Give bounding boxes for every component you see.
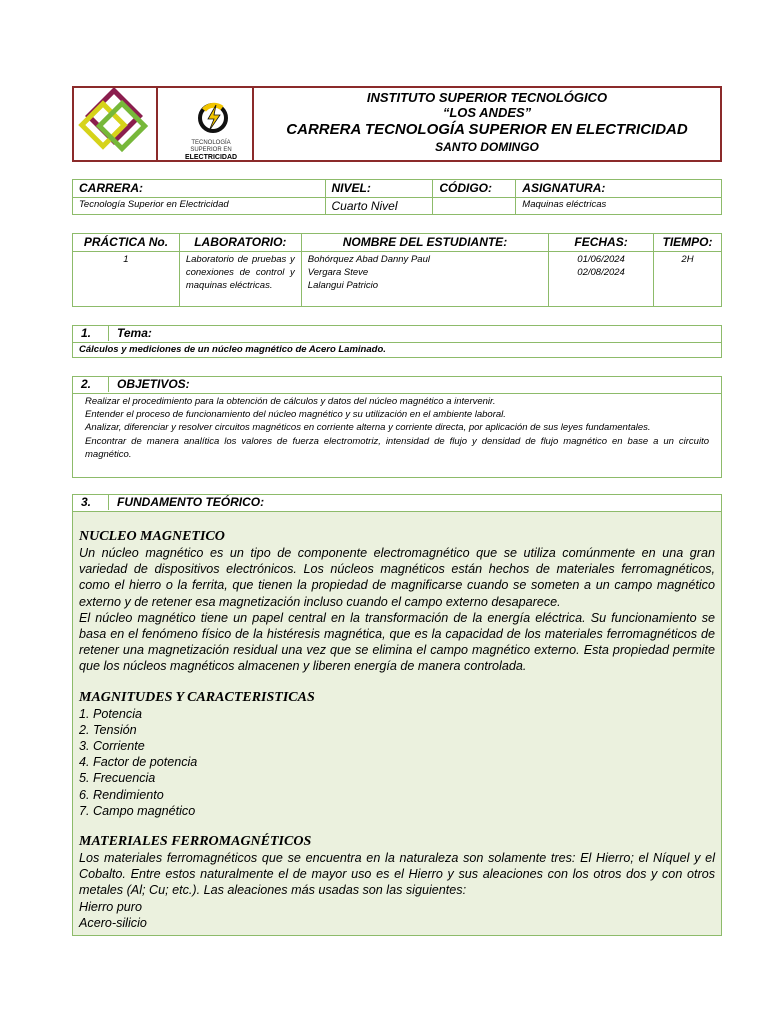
dates-value (549, 252, 654, 307)
objectives-section-header (72, 376, 722, 394)
student-name: Lalangui Patricio (307, 280, 379, 291)
institute-name: INSTITUTO SUPERIOR TECNOLÓGICO (366, 90, 608, 105)
lightning-logo-icon (158, 88, 254, 140)
institute-logo (74, 88, 158, 160)
time-value: 2H (653, 252, 721, 307)
career-title: CARRERA TECNOLOGÍA SUPERIOR EN ELECTRICIDAD (286, 121, 688, 138)
list-item: 4. Factor de potencia (79, 755, 198, 770)
practice-no-value: 1 (73, 252, 180, 307)
list-item: 6. Rendimiento (79, 787, 164, 802)
diamond-logo-icon (74, 88, 158, 160)
student-name: Bohórquez Abad Danny Paul (307, 254, 430, 265)
career-header: CARRERA: (73, 180, 326, 198)
list-item: 1. Potencia (79, 706, 143, 721)
laboratory-value: Laboratorio de pruebas y conexiones de control y maquinas eléctricas. (179, 252, 301, 307)
date-start: 01/06/2024 (577, 254, 625, 265)
student-names (301, 252, 548, 307)
list-item: 5. Frecuencia (79, 771, 156, 786)
section-title: OBJETIVOS: (117, 377, 190, 391)
time-header: TIEMPO: (653, 234, 721, 252)
paragraph: El núcleo magnético tiene un papel central en la transformación de la energía eléctrica. Su funcionamiento se basa en el fenómeno físico de la histéresis magnética, que es la capacidad de los materiales ferromagnéticos de retener una magnetización residual una vez que se elimina el campo magnético externo. Esta propiedad permite que los núcleos magnéticos almacenen y liberen energía de manera controlada. (79, 610, 715, 674)
level-header: NIVEL: (325, 180, 433, 198)
city-name: SANTO DOMINGO (435, 140, 539, 154)
career-value: Tecnología Superior en Electricidad (73, 198, 326, 215)
subject-value: Maquinas eléctricas (516, 198, 722, 215)
dates-header: FECHAS: (549, 234, 654, 252)
header-titles (254, 88, 720, 160)
topic-section-header (72, 325, 722, 343)
topic-content: Cálculos y mediciones de un núcleo magnético de Acero Laminado. (72, 343, 722, 358)
section-title: Tema: (117, 326, 152, 340)
objectives-list (72, 394, 722, 478)
section-title: FUNDAMENTO TEÓRICO: (117, 495, 265, 509)
institute-subtitle: “LOS ANDES” (442, 105, 532, 120)
student-name-header: NOMBRE DEL ESTUDIANTE: (301, 234, 548, 252)
section-number: 2. (73, 377, 109, 392)
student-name: Vergara Steve (307, 267, 369, 278)
section-number: 3. (73, 495, 109, 510)
objective-item: Encontrar de manera analítica los valores de fuerza electromotriz, intensidad de flujo y densidad de flujo magnético en base a un circuito magnético. (85, 435, 709, 460)
practice-no-header: PRÁCTICA No. (73, 234, 180, 252)
list-item: 3. Corriente (79, 739, 145, 754)
subheading-magnetic-core: NUCLEO MAGNETICO (79, 529, 225, 544)
paragraph: Un núcleo magnético es un tipo de componente electromagnético que se utiliza comúnmente en una gran variedad de dispositivos electrónicos. Los núcleos magnéticos están hechos de materiales ferromagnéticos, como el hierro o la ferrita, que tienen la propiedad de magnificarse cuando se someten a un campo magnético externo y de retener esa magnetización incluso cuando el campo externo desaparece. (79, 546, 715, 609)
objective-item: Analizar, diferenciar y resolver circuitos magnéticos en corriente alterna y corriente directa, por aplicación de sus leyes fundamentales. (85, 422, 651, 434)
level-value: Cuarto Nivel (325, 198, 433, 215)
subject-header: ASIGNATURA: (516, 180, 722, 198)
list-item: 7. Campo magnético (79, 803, 196, 818)
laboratory-header: LABORATORIO: (179, 234, 301, 252)
list-item: 2. Tensión (79, 722, 137, 737)
code-header: CÓDIGO: (433, 180, 516, 198)
logo-caption: TECNOLOGÍA SUPERIOR EN ELECTRICIDAD (184, 140, 238, 161)
subheading-magnitudes: MAGNITUDES Y CARACTERISTICAS (79, 689, 315, 705)
document-header (72, 86, 722, 162)
theory-section-header (72, 494, 722, 512)
subheading-ferromagnetic: MATERIALES FERROMAGNÉTICOS (79, 834, 312, 850)
code-value (433, 198, 516, 215)
list-item: Hierro puro (79, 899, 142, 914)
practice-info-table (72, 233, 722, 307)
section-number: 1. (73, 326, 109, 341)
electricity-logo (158, 88, 254, 160)
theory-content (72, 512, 722, 936)
list-item: Acero-silicio (79, 915, 147, 930)
objective-item: Entender el proceso de funcionamiento del núcleo magnético y su utilización en el ambiente laboral. (85, 409, 506, 421)
course-info-table (72, 179, 722, 215)
date-end: 02/08/2024 (577, 267, 625, 278)
paragraph: Los materiales ferromagnéticos que se encuentra en la naturaleza son solamente tres: El Hierro; el Níquel y el Cobalto. Entre estos naturalmente el de mayor uso es el Hierro y sus aleaciones con los otros dos y con otros metales (Al; Cu; etc.). Las aleaciones más usadas son las siguientes: (79, 851, 715, 898)
objective-item: Realizar el procedimiento para la obtención de cálculos y datos del núcleo magnético a intervenir. (85, 396, 496, 407)
